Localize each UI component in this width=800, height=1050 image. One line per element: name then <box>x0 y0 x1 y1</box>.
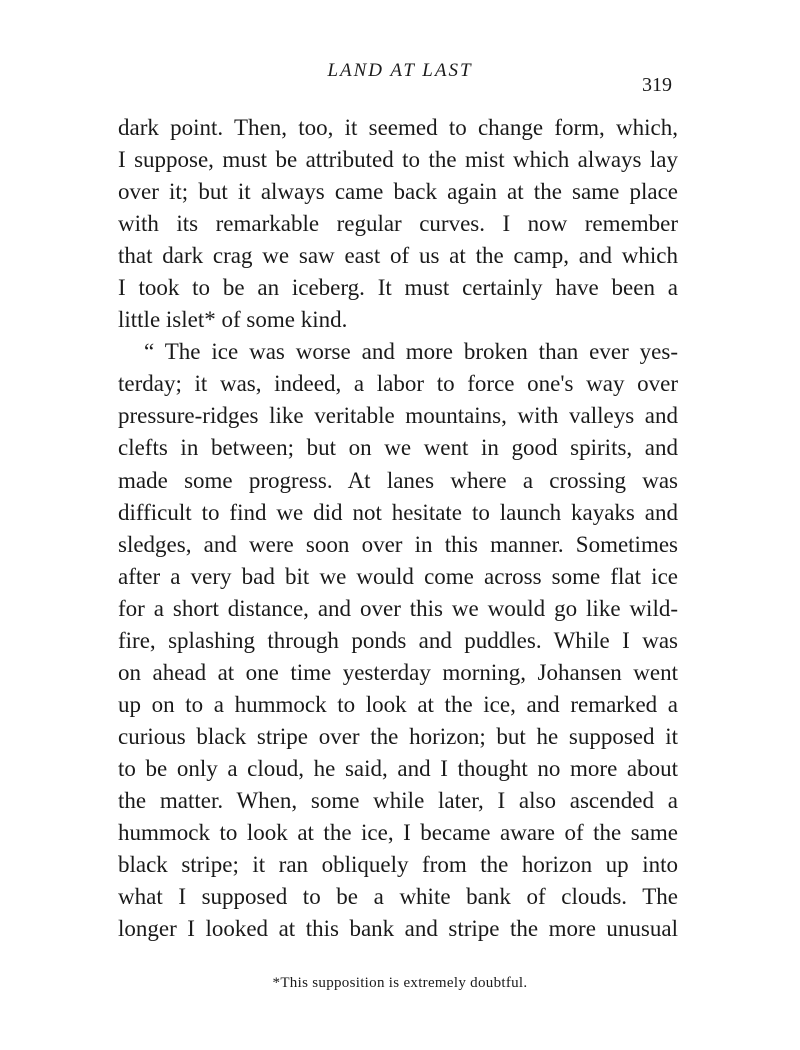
text-line: over it; but it always came back again at the same place <box>118 179 678 205</box>
running-title: LAND AT LAST <box>327 60 473 81</box>
text-line: I suppose, must be attributed to the mist which always lay <box>118 147 678 173</box>
text-line: curious black stripe over the horizon; but he supposed it <box>118 723 678 749</box>
body-text <box>118 112 678 945</box>
text-line: with its remarkable regular curves. I now remember <box>118 211 678 237</box>
text-line: the matter. When, some while later, I also ascended a <box>118 787 678 813</box>
text-line: “ The ice was worse and more broken than ever yes- <box>144 339 678 365</box>
text-line: up on to a hummock to look at the ice, and remarked a <box>118 691 678 717</box>
text-line: what I supposed to be a white bank of clouds. The <box>118 884 678 910</box>
text-line: black stripe; it ran obliquely from the horizon up into <box>118 852 678 878</box>
text-line: hummock to look at the ice, I became aware of the same <box>118 820 678 846</box>
text-line: to be only a cloud, he said, and I thought no more about <box>118 755 678 781</box>
text-line: clefts in between; but on we went in good spirits, and <box>118 435 678 461</box>
text-line: after a very bad bit we would come across some flat ice <box>118 563 678 589</box>
text-line: difficult to find we did not hesitate to launch kayaks and <box>118 499 678 525</box>
text-line: dark point. Then, too, it seemed to change form, which, <box>118 115 678 140</box>
text-line: for a short distance, and over this we would go like wild- <box>118 595 678 621</box>
text-line: on ahead at one time yesterday morning, Johansen went <box>118 659 678 685</box>
text-line: pressure-ridges like veritable mountains, with valleys and <box>118 403 678 429</box>
text-line: fire, splashing through ponds and puddles. While I was <box>118 627 678 653</box>
text-line: little islet* of some kind. <box>118 307 348 333</box>
text-line: made some progress. At lanes where a crossing was <box>118 467 678 493</box>
page-number: 319 <box>642 74 672 96</box>
text-line: I took to be an iceberg. It must certainly have been a <box>118 275 678 301</box>
footnote: *This supposition is extremely doubtful. <box>272 975 528 991</box>
text-line: longer I looked at this bank and stripe the more unusual <box>118 916 678 942</box>
text-line: terday; it was, indeed, a labor to force one's way over <box>118 371 678 397</box>
text-line: sledges, and were soon over in this manner. Sometimes <box>118 531 678 557</box>
text-line: that dark crag we saw east of us at the camp, and which <box>118 243 678 269</box>
